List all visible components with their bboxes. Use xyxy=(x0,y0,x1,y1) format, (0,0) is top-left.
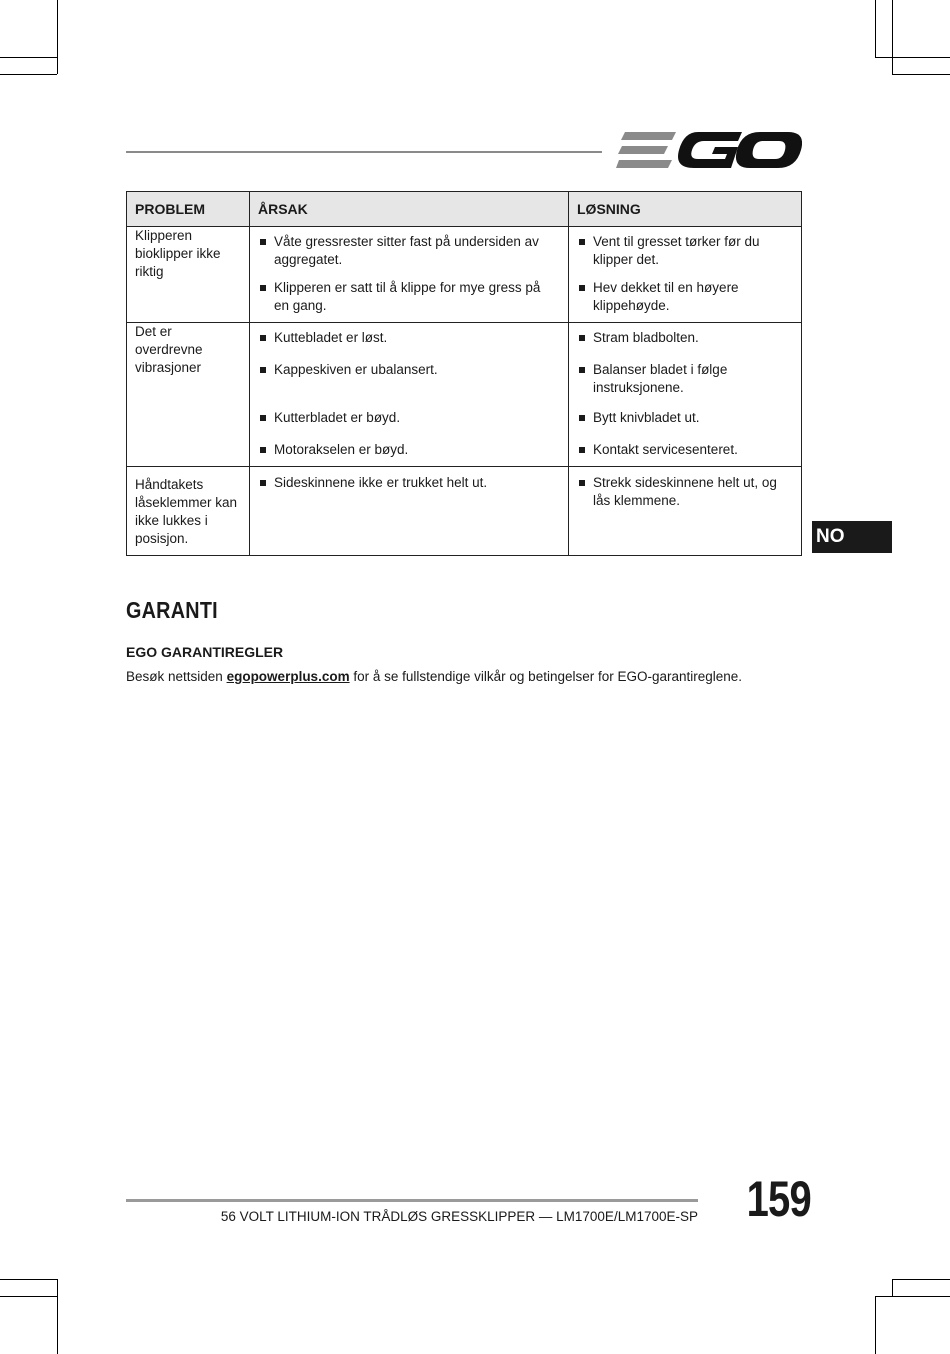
bullet-icon xyxy=(579,447,585,453)
list-item xyxy=(258,233,558,269)
warranty-text-before: Besøk nettsiden xyxy=(126,669,227,684)
crop-mark xyxy=(875,57,950,58)
cause-text: Kutterbladet er bøyd. xyxy=(274,410,401,425)
bullet-icon xyxy=(260,415,266,421)
header-rule xyxy=(126,151,602,153)
bullet-icon xyxy=(579,239,585,245)
list-item xyxy=(577,361,791,409)
solution-text: Kontakt servicesenteret. xyxy=(593,442,738,457)
bullet-icon xyxy=(260,367,266,373)
cause-text: Kuttebladet er løst. xyxy=(274,330,388,345)
crop-mark xyxy=(875,0,876,58)
solution-cell xyxy=(569,323,802,467)
problem-cell: Klipperen bioklipper ikke riktig xyxy=(127,227,250,323)
list-item xyxy=(258,474,558,492)
list-item xyxy=(258,409,558,441)
table-row xyxy=(127,323,802,467)
warranty-subtitle: EGO GARANTIREGLER xyxy=(126,644,284,660)
table-row xyxy=(127,467,802,556)
bullet-icon xyxy=(579,415,585,421)
logo-g xyxy=(678,132,742,168)
problem-cell: Håndtakets låseklemmer kan ikke lukkes i posisjon. xyxy=(127,467,250,556)
crop-mark xyxy=(892,74,950,75)
bullet-icon xyxy=(579,367,585,373)
crop-mark xyxy=(0,57,57,58)
bullet-icon xyxy=(260,239,266,245)
logo-e-stripe xyxy=(618,146,668,154)
language-tab: NO xyxy=(812,521,892,553)
bullet-icon xyxy=(260,335,266,341)
ego-logo xyxy=(616,128,802,172)
logo-e-stripe xyxy=(616,160,672,168)
bullet-icon xyxy=(260,480,266,486)
header-solution: LØSNING xyxy=(569,192,802,227)
cause-text: Motorakselen er bøyd. xyxy=(274,442,409,457)
cause-cell xyxy=(250,323,569,467)
logo-e-stripe xyxy=(621,132,676,140)
cause-text: Sideskinnene ikke er trukket helt ut. xyxy=(274,475,488,490)
problem-cell: Det er overdrevne vibrasjoner xyxy=(127,323,250,467)
list-item xyxy=(577,474,791,510)
solution-text: Balanser bladet i følge instruksjonene. xyxy=(593,362,728,395)
header-problem: PROBLEM xyxy=(127,192,250,227)
bullet-icon xyxy=(260,447,266,453)
bullet-icon xyxy=(260,285,266,291)
solution-text: Bytt knivbladet ut. xyxy=(593,410,700,425)
list-item xyxy=(577,409,791,441)
crop-mark xyxy=(0,1296,57,1297)
cause-text: Våte gressrester sitter fast på undersiden av aggregatet. xyxy=(274,234,539,267)
crop-mark xyxy=(892,0,893,74)
crop-mark xyxy=(892,1279,893,1296)
warranty-link[interactable]: egopowerplus.com xyxy=(226,669,350,684)
table-header-row xyxy=(127,192,802,227)
cause-text: Kappeskiven er ubalansert. xyxy=(274,362,438,377)
cause-cell xyxy=(250,227,569,323)
footer-rule xyxy=(126,1199,698,1202)
list-item xyxy=(577,233,791,269)
list-item xyxy=(258,329,558,361)
list-item xyxy=(577,329,791,361)
header-cause: ÅRSAK xyxy=(250,192,569,227)
crop-mark xyxy=(0,1279,57,1280)
warranty-text xyxy=(126,669,742,684)
crop-mark xyxy=(875,1296,876,1354)
solution-text: Hev dekket til en høyere klippehøyde. xyxy=(593,280,739,313)
logo-o xyxy=(736,132,802,168)
solution-cell xyxy=(569,227,802,323)
solution-cell xyxy=(569,467,802,556)
crop-mark xyxy=(57,0,58,74)
bullet-icon xyxy=(579,335,585,341)
list-item xyxy=(258,279,558,315)
page-number: 159 xyxy=(746,1171,811,1227)
crop-mark xyxy=(57,1279,58,1354)
crop-mark xyxy=(875,1296,950,1297)
solution-text: Stram bladbolten. xyxy=(593,330,699,345)
cause-text: Klipperen er satt til å klippe for mye gress på en gang. xyxy=(274,280,541,313)
list-item xyxy=(258,361,558,409)
section-title: GARANTI xyxy=(126,597,218,623)
troubleshooting-table xyxy=(126,191,802,556)
crop-mark xyxy=(892,1279,950,1280)
crop-mark xyxy=(0,74,57,75)
solution-text: Vent til gresset tørker før du klipper det. xyxy=(593,234,760,267)
warranty-text-after: for å se fullstendige vilkår og betingelser for EGO-garantireglene. xyxy=(349,669,743,684)
list-item xyxy=(577,441,791,459)
bullet-icon xyxy=(579,285,585,291)
table-row xyxy=(127,227,802,323)
bullet-icon xyxy=(579,480,585,486)
list-item xyxy=(577,279,791,315)
footer-product-line: 56 VOLT LITHIUM-ION TRÅDLØS GRESSKLIPPER — LM1700E/LM1700E-SP xyxy=(220,1209,698,1224)
cause-cell xyxy=(250,467,569,556)
list-item xyxy=(258,441,558,459)
solution-text: Strekk sideskinnene helt ut, og lås klemmene. xyxy=(593,475,777,508)
